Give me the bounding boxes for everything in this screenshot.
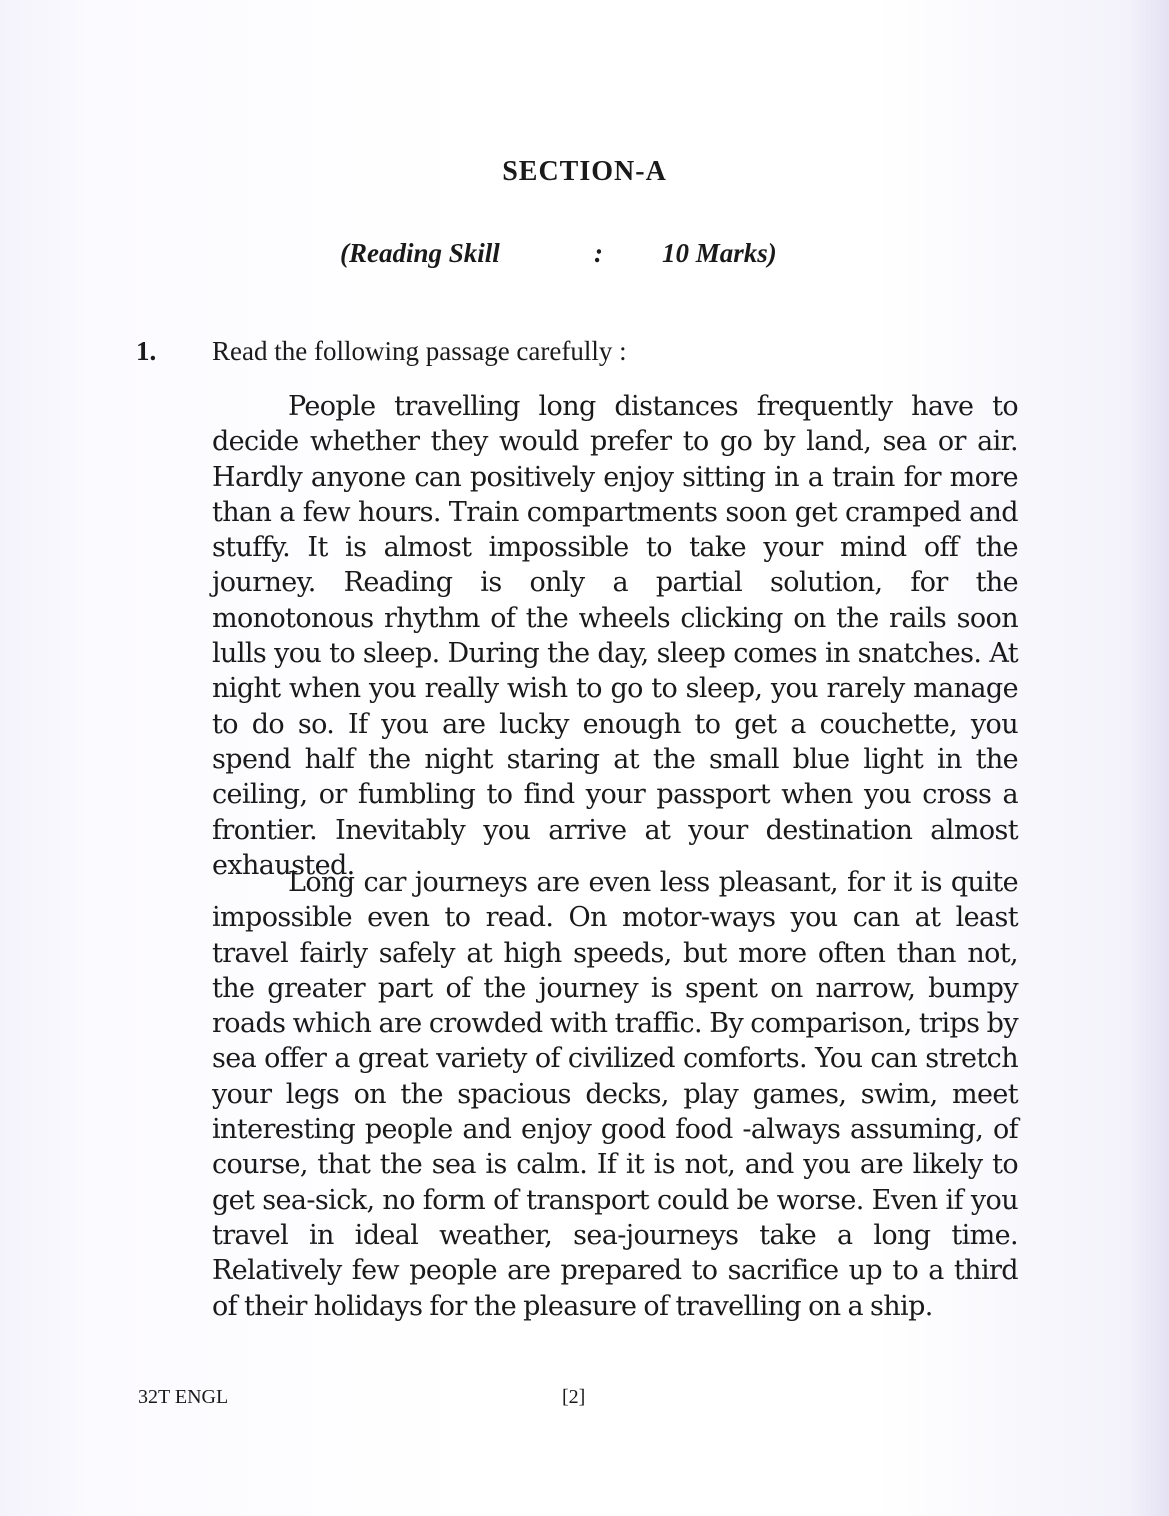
subtitle-label: (Reading Skill xyxy=(340,238,500,268)
question-instruction: Read the following passage carefully : xyxy=(212,336,627,366)
passage-paragraph-1: People travelling long distances frequently have to decide whether they would prefer to go by land, sea or air. Hardly anyone can positively enjoy sitting in a train for more than a few hours. Train compartments soon get cramped and stuffy. It is almost impossible to take your mind off the journey. Reading is only a partial solution, for the monotonous rhythm of the wheels clicking on the rails soon lulls you to sleep. During the day, sleep comes in snatches. At night when you really wish to go to sleep, you rarely manage to do so. If you are lucky enough to get a couchette, you spend half the night staring at the small blue light in the ceiling, or fumbling to find your passport when you cross a frontier. Inevitably you arrive at your destination almost exhausted. xyxy=(212,391,1018,881)
page-number: [2] xyxy=(562,1386,586,1408)
subtitle-separator: : xyxy=(594,238,603,268)
section-subtitle xyxy=(340,238,777,269)
subtitle-marks: 10 Marks) xyxy=(662,238,777,268)
passage-paragraph-2: Long car journeys are even less pleasant, for it is quite impossible even to read. On motor-ways you can at least travel fairly safely at high speeds, but more often than not, the greater part of the journey is spent on narrow, bumpy roads which are crowded with traffic. By comparison, trips by sea offer a great variety of civilized comforts. You can stretch your legs on the spacious decks, play games, swim, meet interesting people and enjoy good food -always assuming, of course, that the sea is calm. If it is not, and you are likely to get sea-sick, no form of transport could be worse. Even if you travel in ideal weather, sea-journeys take a long time. Relatively few people are prepared to sacrifice up to a third of their holidays for the pleasure of travelling on a ship. xyxy=(212,867,1018,1322)
paper-code: 32T ENGL xyxy=(138,1386,229,1408)
question-number: 1. xyxy=(136,336,157,366)
section-title: SECTION-A xyxy=(502,156,667,187)
